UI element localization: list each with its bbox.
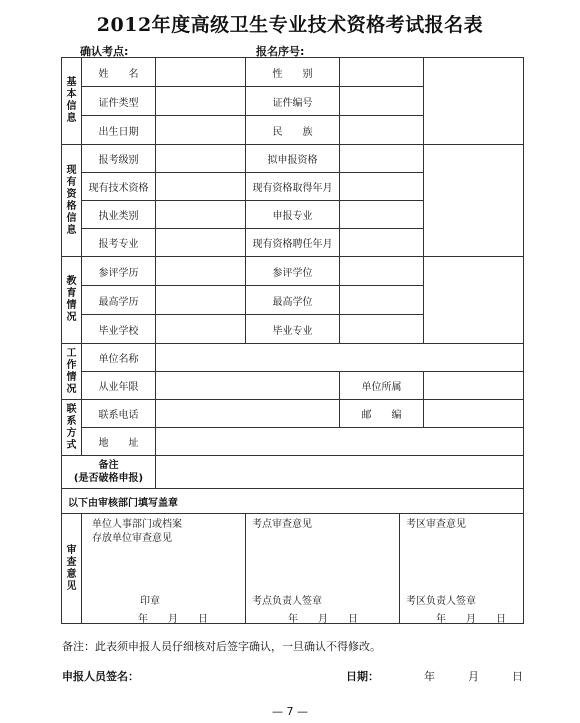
registration-form-table (61, 57, 524, 624)
hire-year-label: 现有资格聘任年月 (246, 229, 340, 257)
remarks-label: 备注 (是否破格申报) (62, 456, 156, 489)
graduate-major-field[interactable] (340, 315, 424, 344)
signature-label: 申报人员签名： (62, 670, 139, 683)
hire-year-field[interactable] (340, 229, 424, 257)
cert-year-field[interactable] (340, 173, 424, 201)
section-qualification-info: 现有资格信息 (62, 145, 82, 257)
employer-field[interactable] (156, 344, 524, 372)
footer-note: 备注：此表须申报人员仔细核对后签字确认，一旦确认不得修改。 (62, 640, 381, 653)
blank-cell (424, 257, 524, 344)
practice-type-label: 执业类别 (82, 201, 156, 229)
form-title: 2012年度高级卫生专业技术资格考试报名表 (96, 14, 484, 36)
seal-label: 印章 (140, 596, 160, 607)
years-employed-label: 从业年限 (82, 372, 156, 400)
blank-cell (424, 145, 524, 257)
exam-major-field[interactable] (156, 229, 246, 257)
section-education: 教育情况 (62, 257, 82, 344)
birth-date-field[interactable] (156, 116, 246, 145)
personnel-opinion-box[interactable] (82, 514, 246, 624)
highest-education-field[interactable] (156, 286, 246, 315)
section-review: 审查意见 (62, 514, 82, 624)
ethnicity-field[interactable] (340, 116, 424, 145)
remarks-field[interactable] (156, 456, 524, 489)
eval-education-label: 参评学历 (82, 257, 156, 286)
declared-major-label: 申报专业 (246, 201, 340, 229)
postcode-label: 邮 编 (340, 400, 424, 428)
address-field[interactable] (156, 428, 524, 456)
id-type-label: 证件类型 (82, 87, 156, 116)
exam-level-label: 报考级别 (82, 145, 156, 173)
photo-box (424, 58, 524, 145)
cert-year-label: 现有资格取得年月 (246, 173, 340, 201)
site-opinion-label: 考点审查意见 (252, 519, 312, 530)
proposed-qualification-label: 拟申报资格 (246, 145, 340, 173)
graduate-school-field[interactable] (156, 315, 246, 344)
personnel-date: 年 月 日 (138, 614, 208, 625)
section-basic-info: 基本信息 (62, 58, 82, 145)
site-opinion-box[interactable] (246, 514, 400, 624)
page-number: — 7 — (272, 705, 308, 718)
section-contact: 联系方式 (62, 400, 82, 456)
highest-education-label: 最高学历 (82, 286, 156, 315)
unit-location-field[interactable] (424, 372, 524, 400)
review-banner: 以下由审核部门填写盖章 (62, 489, 524, 514)
highest-degree-label: 最高学位 (246, 286, 340, 315)
exam-level-field[interactable] (156, 145, 246, 173)
exam-site-label: 确认考点: (80, 45, 129, 58)
phone-label: 联系电话 (82, 400, 156, 428)
district-date: 年 月 日 (436, 614, 506, 625)
birth-date-label: 出生日期 (82, 116, 156, 145)
eval-degree-field[interactable] (340, 257, 424, 286)
postcode-field[interactable] (424, 400, 524, 428)
district-opinion-label: 考区审查意见 (406, 519, 466, 530)
date-fill: 年 月 日 (424, 670, 523, 683)
practice-type-field[interactable] (156, 201, 246, 229)
section-work: 工作情况 (62, 344, 82, 400)
phone-field[interactable] (156, 400, 340, 428)
district-sign-label: 考区负责人签章 (406, 596, 476, 607)
employer-label: 单位名称 (82, 344, 156, 372)
highest-degree-field[interactable] (340, 286, 424, 315)
proposed-qualification-field[interactable] (340, 145, 424, 173)
gender-label: 性 别 (246, 58, 340, 87)
unit-location-label: 单位所属 (340, 372, 424, 400)
id-number-field[interactable] (340, 87, 424, 116)
date-label: 日期： (346, 670, 379, 683)
exam-major-label: 报考专业 (82, 229, 156, 257)
graduate-major-label: 毕业专业 (246, 315, 340, 344)
personnel-opinion-label-1: 单位人事部门或档案 (92, 519, 182, 530)
address-label: 地 址 (82, 428, 156, 456)
district-opinion-box[interactable] (400, 514, 524, 624)
site-date: 年 月 日 (288, 614, 358, 625)
personnel-opinion-label-2: 存放单位审查意见 (92, 533, 172, 544)
current-title-field[interactable] (156, 173, 246, 201)
name-field[interactable] (156, 58, 246, 87)
id-number-label: 证件编号 (246, 87, 340, 116)
eval-education-field[interactable] (156, 257, 246, 286)
ethnicity-label: 民 族 (246, 116, 340, 145)
eval-degree-label: 参评学位 (246, 257, 340, 286)
current-title-label: 现有技术资格 (82, 173, 156, 201)
name-label: 姓 名 (82, 58, 156, 87)
id-type-field[interactable] (156, 87, 246, 116)
declared-major-field[interactable] (340, 201, 424, 229)
graduate-school-label: 毕业学校 (82, 315, 156, 344)
serial-number-label: 报名序号: (256, 45, 305, 58)
gender-field[interactable] (340, 58, 424, 87)
site-sign-label: 考点负责人签章 (252, 596, 322, 607)
years-employed-field[interactable] (156, 372, 340, 400)
